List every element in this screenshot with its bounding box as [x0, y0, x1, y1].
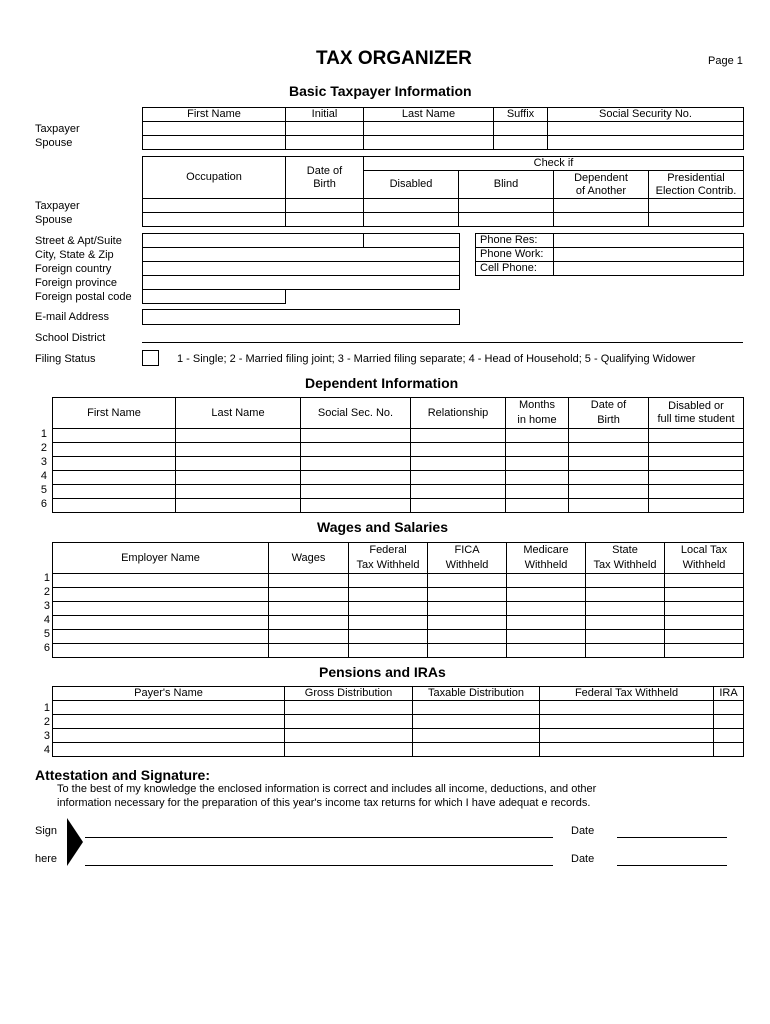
cell[interactable] — [349, 588, 428, 602]
filing-status-box[interactable] — [142, 350, 159, 366]
cell[interactable] — [413, 715, 540, 729]
cell[interactable] — [714, 715, 744, 729]
foreign-country-field[interactable] — [143, 262, 460, 276]
cell[interactable] — [269, 602, 349, 616]
basic-section-title: Basic Taxpayer Information — [289, 83, 472, 99]
foreign-postal-field[interactable] — [142, 289, 286, 304]
street-field[interactable] — [143, 234, 364, 248]
name-table — [142, 107, 744, 150]
col-check-if: Check if — [364, 157, 744, 171]
cell[interactable] — [569, 471, 649, 485]
taxpayer-last-name-field[interactable] — [364, 122, 494, 136]
table-row[interactable] — [53, 443, 176, 457]
taxpayer-ssn-field[interactable] — [548, 122, 744, 136]
cell[interactable] — [665, 588, 744, 602]
dep-row-num: 3 — [40, 456, 47, 468]
cell[interactable] — [301, 471, 411, 485]
cell[interactable] — [411, 485, 506, 499]
pension-row-num: 1 — [43, 702, 50, 714]
label-foreign-province: Foreign province — [35, 277, 117, 289]
row-label-spouse-2: Spouse — [35, 214, 73, 226]
dep-row-num: 2 — [40, 442, 47, 454]
occupation-table — [142, 156, 744, 227]
cell[interactable] — [507, 602, 586, 616]
cell[interactable] — [714, 701, 744, 715]
cell[interactable] — [665, 644, 744, 658]
wages-row-num: 4 — [43, 614, 50, 626]
taxpayer-suffix-field[interactable] — [494, 122, 548, 136]
table-row[interactable] — [53, 729, 285, 743]
spouse-initial-field[interactable] — [286, 136, 364, 150]
cell[interactable] — [349, 574, 428, 588]
pension-col-ira: IRA — [714, 687, 744, 701]
col-dependent: Dependent of Another — [554, 171, 649, 199]
row-label-taxpayer-2: Taxpayer — [35, 200, 80, 212]
taxpayer-dependent-check[interactable] — [554, 199, 649, 213]
cell[interactable] — [507, 630, 586, 644]
col-date-of-birth: Date of Birth — [286, 157, 364, 199]
cell[interactable] — [349, 602, 428, 616]
cell[interactable] — [540, 729, 714, 743]
cell[interactable] — [269, 574, 349, 588]
cell[interactable] — [665, 602, 744, 616]
dependent-section-title: Dependent Information — [305, 375, 459, 391]
table-row[interactable] — [53, 457, 176, 471]
dep-row-num: 6 — [40, 498, 47, 510]
cell[interactable] — [301, 457, 411, 471]
col-last-name: Last Name — [364, 108, 494, 122]
cell[interactable] — [428, 644, 507, 658]
table-row[interactable] — [53, 602, 269, 616]
cell[interactable] — [586, 644, 665, 658]
page-number: Page 1 — [708, 55, 743, 67]
cell[interactable] — [714, 729, 744, 743]
dep-col-first-name: First Name — [53, 398, 176, 429]
dep-col-last-name: Last Name — [176, 398, 301, 429]
cell[interactable] — [428, 588, 507, 602]
table-row[interactable] — [53, 701, 285, 715]
cell[interactable] — [349, 644, 428, 658]
pension-col-taxable: Taxable Distribution — [413, 687, 540, 701]
wages-col-medicare: Medicare Withheld — [507, 543, 586, 574]
cell[interactable] — [176, 443, 301, 457]
dep-row-num: 1 — [40, 428, 47, 440]
cell[interactable] — [506, 499, 569, 513]
here-label: here — [35, 853, 58, 865]
cell[interactable] — [285, 715, 413, 729]
cell[interactable] — [428, 574, 507, 588]
taxpayer-blind-check[interactable] — [459, 199, 554, 213]
cell[interactable] — [586, 630, 665, 644]
cell[interactable] — [506, 457, 569, 471]
table-row[interactable] — [53, 715, 285, 729]
cell[interactable] — [665, 616, 744, 630]
cell[interactable] — [649, 499, 744, 513]
pension-row-num: 2 — [43, 716, 50, 728]
taxpayer-occupation-field[interactable] — [143, 199, 286, 213]
table-row[interactable] — [53, 588, 269, 602]
cell[interactable] — [569, 457, 649, 471]
pension-col-gross: Gross Distribution — [285, 687, 413, 701]
table-row[interactable] — [53, 630, 269, 644]
wages-col-local: Local Tax Withheld — [665, 543, 744, 574]
cell[interactable] — [506, 471, 569, 485]
spouse-dob-field[interactable] — [286, 213, 364, 227]
col-disabled: Disabled — [364, 171, 459, 199]
address-table — [142, 233, 460, 290]
cell[interactable] — [269, 588, 349, 602]
page-title: TAX ORGANIZER — [316, 48, 472, 69]
spouse-dependent-check[interactable] — [554, 213, 649, 227]
cell[interactable] — [413, 743, 540, 757]
table-row[interactable] — [53, 485, 176, 499]
table-row[interactable] — [53, 471, 176, 485]
spouse-occupation-field[interactable] — [143, 213, 286, 227]
pensions-section-title: Pensions and IRAs — [319, 664, 446, 680]
cell[interactable] — [507, 588, 586, 602]
cell[interactable] — [285, 729, 413, 743]
table-row[interactable] — [53, 743, 285, 757]
spouse-blind-check[interactable] — [459, 213, 554, 227]
dep-row-num: 4 — [40, 470, 47, 482]
wages-col-fica: FICA Withheld — [428, 543, 507, 574]
wages-row-num: 1 — [43, 572, 50, 584]
cell[interactable] — [714, 743, 744, 757]
attestation-text-1: To the best of my knowledge the enclosed information is correct and includes all income, deductions, and other — [57, 783, 597, 795]
cell[interactable] — [569, 485, 649, 499]
spouse-first-name-field[interactable] — [143, 136, 286, 150]
wages-section-title: Wages and Salaries — [317, 519, 448, 535]
cell[interactable] — [411, 457, 506, 471]
table-row[interactable] — [53, 644, 269, 658]
wages-row-num: 3 — [43, 600, 50, 612]
wages-table — [52, 542, 744, 658]
spouse-ssn-field[interactable] — [548, 136, 744, 150]
cell[interactable] — [540, 701, 714, 715]
spouse-disabled-check[interactable] — [364, 213, 459, 227]
col-presidential: Presidential Election Contrib. — [649, 171, 744, 199]
signature-line-2[interactable] — [85, 865, 553, 866]
cell[interactable] — [269, 616, 349, 630]
taxpayer-initial-field[interactable] — [286, 122, 364, 136]
cell[interactable] — [269, 644, 349, 658]
label-foreign-postal: Foreign postal code — [35, 291, 132, 303]
attestation-title: Attestation and Signature: — [35, 767, 211, 783]
cell[interactable] — [176, 485, 301, 499]
label-street: Street & Apt/Suite — [35, 235, 122, 247]
taxpayer-disabled-check[interactable] — [364, 199, 459, 213]
pension-row-num: 3 — [43, 730, 50, 742]
label-city: City, State & Zip — [35, 249, 114, 261]
cell[interactable] — [349, 616, 428, 630]
cell[interactable] — [411, 429, 506, 443]
date-label-2: Date — [571, 853, 595, 865]
email-field[interactable] — [142, 309, 460, 325]
cell[interactable] — [649, 471, 744, 485]
dep-col-disabled: Disabled or full time student — [649, 398, 744, 429]
table-row[interactable] — [53, 429, 176, 443]
cell[interactable] — [649, 485, 744, 499]
table-row[interactable] — [53, 574, 269, 588]
cell[interactable] — [507, 644, 586, 658]
col-blind: Blind — [459, 171, 554, 199]
col-suffix: Suffix — [494, 108, 548, 122]
date-line-1[interactable] — [617, 837, 727, 838]
cell[interactable] — [285, 701, 413, 715]
cell[interactable] — [428, 630, 507, 644]
cell[interactable] — [586, 616, 665, 630]
taxpayer-presidential-check[interactable] — [649, 199, 744, 213]
label-email: E-mail Address — [35, 311, 109, 323]
cell[interactable] — [586, 588, 665, 602]
col-initial: Initial — [286, 108, 364, 122]
cell[interactable] — [413, 701, 540, 715]
dependent-table — [52, 397, 744, 513]
wages-col-wages: Wages — [269, 543, 349, 574]
pension-col-payer: Payer's Name — [53, 687, 285, 701]
cell[interactable] — [428, 616, 507, 630]
foreign-province-field[interactable] — [143, 276, 460, 290]
col-occupation: Occupation — [143, 157, 286, 199]
cell[interactable] — [428, 602, 507, 616]
signature-line-1[interactable] — [85, 837, 553, 838]
pension-col-federal: Federal Tax Withheld — [540, 687, 714, 701]
cell[interactable] — [507, 616, 586, 630]
cell[interactable] — [586, 602, 665, 616]
cell[interactable] — [413, 729, 540, 743]
cell[interactable] — [506, 429, 569, 443]
cell[interactable] — [540, 715, 714, 729]
label-cell-phone: Cell Phone: — [476, 262, 554, 276]
wages-col-state: State Tax Withheld — [586, 543, 665, 574]
cell[interactable] — [507, 574, 586, 588]
wages-row-num: 5 — [43, 628, 50, 640]
cell[interactable] — [176, 457, 301, 471]
pensions-table — [52, 686, 744, 757]
col-first-name: First Name — [143, 108, 286, 122]
col-ssn: Social Security No. — [548, 108, 744, 122]
filing-status-options: 1 - Single; 2 - Married filing joint; 3 - Married filing separate; 4 - Head of Household; 5 - Qualifying Widower — [177, 353, 696, 365]
wages-col-employer: Employer Name — [53, 543, 269, 574]
cell[interactable] — [665, 574, 744, 588]
cell[interactable] — [569, 429, 649, 443]
spouse-last-name-field[interactable] — [364, 136, 494, 150]
cell[interactable] — [569, 499, 649, 513]
cell[interactable] — [649, 457, 744, 471]
label-filing-status: Filing Status — [35, 353, 96, 365]
taxpayer-first-name-field[interactable] — [143, 122, 286, 136]
wages-row-num: 2 — [43, 586, 50, 598]
spouse-suffix-field[interactable] — [494, 136, 548, 150]
cell[interactable] — [176, 429, 301, 443]
cell[interactable] — [586, 574, 665, 588]
pension-row-num: 4 — [43, 744, 50, 756]
date-line-2[interactable] — [617, 865, 727, 866]
cell[interactable] — [301, 443, 411, 457]
label-school-district: School District — [35, 332, 106, 344]
cell[interactable] — [411, 443, 506, 457]
cell[interactable] — [411, 499, 506, 513]
label-phone-work: Phone Work: — [476, 248, 554, 262]
dep-col-months: Months in home — [506, 398, 569, 429]
date-label-1: Date — [571, 825, 595, 837]
taxpayer-dob-field[interactable] — [286, 199, 364, 213]
cell[interactable] — [285, 743, 413, 757]
cell[interactable] — [506, 443, 569, 457]
cell[interactable] — [176, 499, 301, 513]
row-label-taxpayer: Taxpayer — [35, 123, 80, 135]
cell[interactable] — [176, 471, 301, 485]
cell[interactable] — [665, 630, 744, 644]
cell[interactable] — [540, 743, 714, 757]
cell[interactable] — [301, 485, 411, 499]
label-phone-res: Phone Res: — [476, 234, 554, 248]
dep-col-relationship: Relationship — [411, 398, 506, 429]
sign-here-arrow-icon — [67, 818, 83, 866]
sign-label: Sign — [35, 825, 58, 837]
cell[interactable] — [649, 429, 744, 443]
spouse-presidential-check[interactable] — [649, 213, 744, 227]
phone-res-field[interactable] — [554, 234, 744, 248]
phone-work-field[interactable] — [554, 248, 744, 262]
apt-field[interactable] — [364, 234, 460, 248]
table-row[interactable] — [53, 616, 269, 630]
cell[interactable] — [301, 429, 411, 443]
dep-row-num: 5 — [40, 484, 47, 496]
dep-col-dob: Date of Birth — [569, 398, 649, 429]
row-label-spouse: Spouse — [35, 137, 73, 149]
cell-phone-field[interactable] — [554, 262, 744, 276]
cell[interactable] — [569, 443, 649, 457]
cell[interactable] — [506, 485, 569, 499]
school-district-line[interactable] — [142, 342, 743, 343]
wages-col-federal: Federal Tax Withheld — [349, 543, 428, 574]
cell[interactable] — [411, 471, 506, 485]
cell[interactable] — [269, 630, 349, 644]
attestation-text-2: information necessary for the preparation of this year's income tax returns for which I have adequat e records. — [57, 797, 591, 809]
label-foreign-country: Foreign country — [35, 263, 112, 275]
cell[interactable] — [649, 443, 744, 457]
table-row[interactable] — [53, 499, 176, 513]
dep-col-ssn: Social Sec. No. — [301, 398, 411, 429]
wages-row-num: 6 — [43, 642, 50, 654]
city-state-zip-field[interactable] — [143, 248, 460, 262]
cell[interactable] — [349, 630, 428, 644]
cell[interactable] — [301, 499, 411, 513]
phone-table — [475, 233, 744, 276]
